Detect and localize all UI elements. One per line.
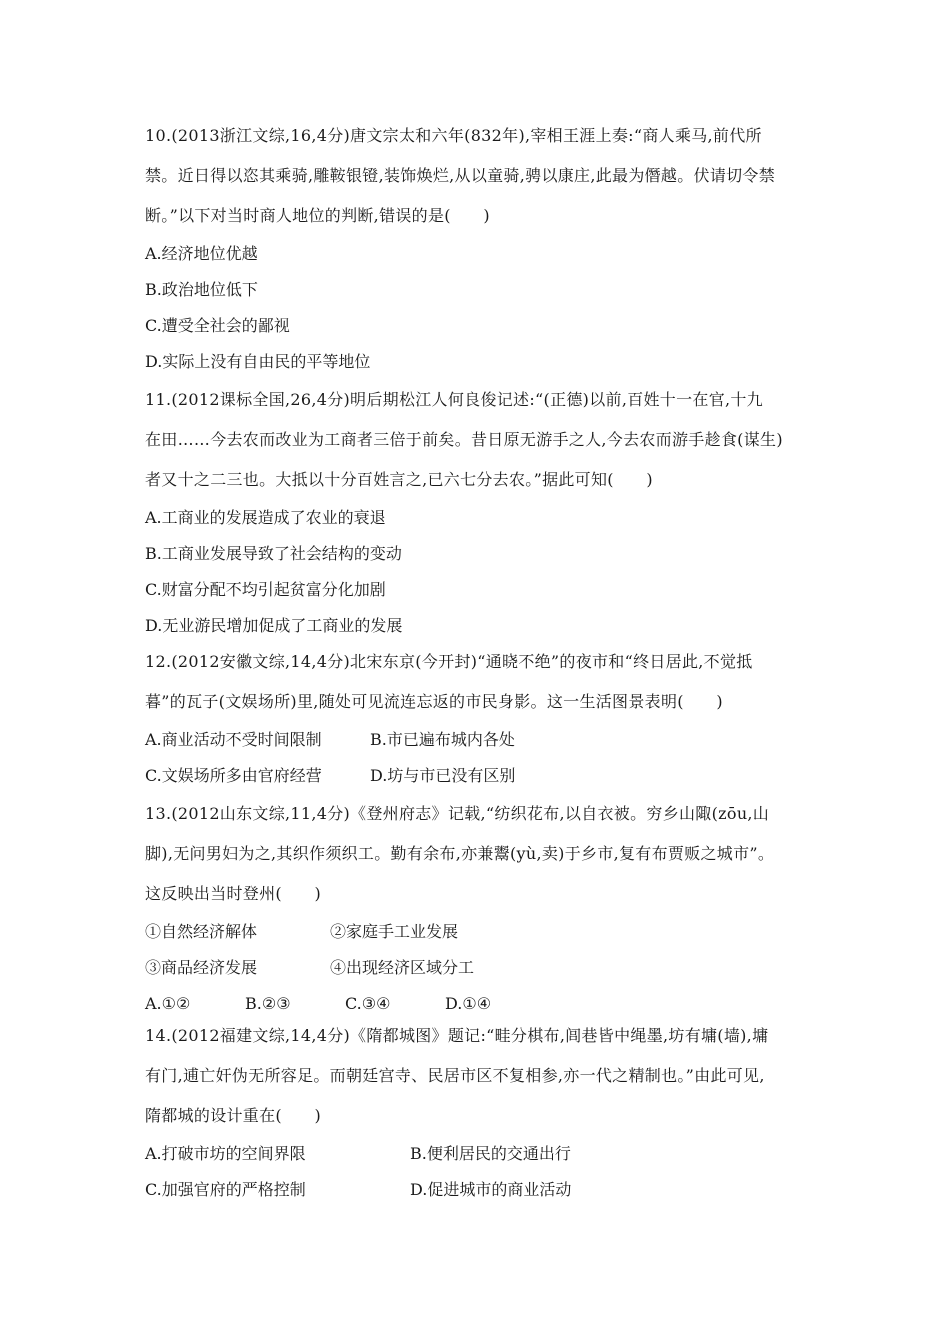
option-c: C.③④ (345, 994, 391, 1013)
question-stem-line: 13.(2012山东文综,11,4分)《登州府志》记载,“纺织花布,以自衣被。穷乡山陬(zōu,山 (145, 804, 770, 823)
option-c: C.遭受全社会的鄙视 (145, 316, 290, 335)
question-stem-line: 隋都城的设计重在( ) (145, 1106, 322, 1125)
question-stem-line: 暮”的瓦子(文娱场所)里,随处可见流连忘返的市民身影。这一生活图景表明( ) (145, 692, 723, 711)
option-a: A.经济地位优越 (145, 244, 258, 263)
question-stem-line: 14.(2012福建文综,14,4分)《隋都城图》题记:“畦分棋布,闾巷皆中绳墨,坊有墉(墙),墉 (145, 1026, 769, 1045)
option-a: A.①② (145, 994, 191, 1013)
option-d: D.①④ (445, 994, 492, 1013)
statement-1: ①自然经济解体 (145, 922, 258, 941)
question-stem-line: 在田……今去农而改业为工商者三倍于前矣。昔日原无游手之人,今去农而游手趁食(谋生) (145, 430, 783, 449)
option-d: D.坊与市已没有区别 (370, 766, 516, 785)
question-stem-line: 断。”以下对当时商人地位的判断,错误的是( ) (145, 206, 490, 225)
option-c: C.文娱场所多由官府经营 (145, 766, 322, 785)
option-d: D.无业游民增加促成了工商业的发展 (145, 616, 403, 635)
option-b: B.工商业发展导致了社会结构的变动 (145, 544, 402, 563)
question-10 (145, 116, 810, 380)
option-b: B.政治地位低下 (145, 280, 258, 299)
option-b: B.便利居民的交通出行 (410, 1144, 571, 1163)
option-a: A.商业活动不受时间限制 (145, 730, 322, 749)
option-row (145, 758, 810, 794)
option-row (145, 1172, 810, 1208)
question-stem-line: 11.(2012课标全国,26,4分)明后期松江人何良俊记述:“(正德)以前,百姓十一在官,十九 (145, 390, 763, 409)
option-c: C.财富分配不均引起贫富分化加剧 (145, 580, 386, 599)
question-stem-line: 者又十之二三也。大抵以十分百姓言之,已六七分去农。”据此可知( ) (145, 470, 653, 489)
question-stem-line: 脚),无问男妇为之,其织作须织工。勤有余布,亦兼鬻(yù,卖)于乡市,复有布贾贩之城市”。 (145, 844, 775, 863)
statement-3: ③商品经济发展 (145, 958, 258, 977)
question-11 (145, 380, 810, 644)
option-row (145, 1136, 810, 1172)
question-13 (145, 794, 810, 1022)
statement-4: ④出现经济区域分工 (330, 958, 475, 977)
option-d: D.促进城市的商业活动 (410, 1180, 572, 1199)
statement-row (145, 914, 810, 950)
option-row (145, 722, 810, 758)
option-b: B.②③ (245, 994, 291, 1013)
question-12 (145, 642, 810, 794)
option-c: C.加强官府的严格控制 (145, 1180, 306, 1199)
statement-2: ②家庭手工业发展 (330, 922, 459, 941)
question-14 (145, 1016, 810, 1208)
option-a: A.打破市坊的空间界限 (145, 1144, 306, 1163)
question-stem-line: 12.(2012安徽文综,14,4分)北宋东京(今开封)“通晓不绝”的夜市和“终日居此,不觉抵 (145, 652, 753, 671)
question-stem-line: 禁。近日得以恣其乘骑,雕鞍银镫,装饰焕烂,从以童骑,骋以康庄,此最为僭越。伏请切令禁 (145, 166, 776, 185)
statement-row (145, 950, 810, 986)
question-stem-line: 有门,逋亡奸伪无所容足。而朝廷宫寺、民居市区不复相参,亦一代之精制也。”由此可见, (145, 1066, 765, 1085)
option-d: D.实际上没有自由民的平等地位 (145, 352, 371, 371)
question-stem-line: 10.(2013浙江文综,16,4分)唐文宗太和六年(832年),宰相王涯上奏:“商人乘马,前代所 (145, 126, 762, 145)
option-a: A.工商业的发展造成了农业的衰退 (145, 508, 386, 527)
option-b: B.市已遍布城内各处 (370, 730, 515, 749)
question-stem-line: 这反映出当时登州( ) (145, 884, 322, 903)
